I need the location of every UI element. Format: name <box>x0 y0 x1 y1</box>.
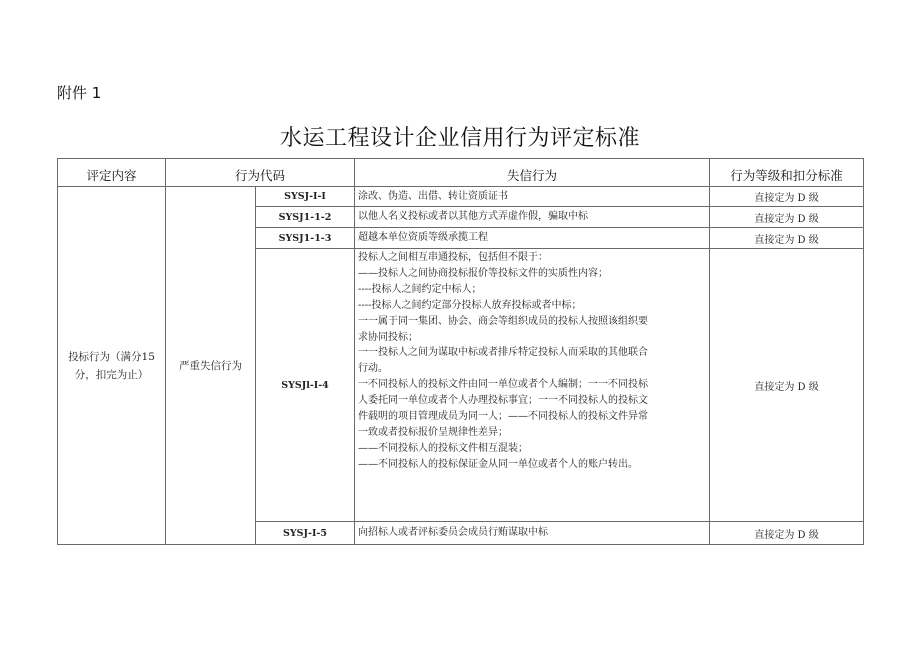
behavior-code: SYSJ1-1-2 <box>256 207 355 228</box>
description-line: 行动。 <box>358 363 389 375</box>
behavior-code: SYSJ1-1-3 <box>256 228 355 249</box>
grade-cell: 直接定为 D 级 <box>710 522 864 545</box>
description-line: 涂改、伪造、出借、转让资质证书 <box>358 190 509 202</box>
column-header-grade: 行为等级和扣分标准 <box>710 159 864 187</box>
description-line: ----投标人之间约定部分投标人放弃投标或者中标； <box>358 299 582 311</box>
description-line: ——不同投标人的投标文件相互混装； <box>358 442 529 454</box>
description-line: ——不同投标人的投标保证金从同一单位或者个人的账户转出。 <box>358 458 639 470</box>
description-line: 一一属于同一集团、协会、商会等组织成员的投标人按照该组织要 <box>358 315 649 327</box>
behavior-code: SYSJ-I-5 <box>256 522 355 545</box>
description-line: 超越本单位资质等级承揽工程 <box>358 232 489 244</box>
description-line: 以他人名义投标或者以其他方式弄虚作假，骗取中标 <box>358 211 589 223</box>
description-line: 人委托同一单位或者个人办理投标事宜；一一不同投标人的投标文 <box>358 395 649 407</box>
grade-cell: 直接定为 D 级 <box>710 187 864 207</box>
behavior-code: SYSJ-I-I <box>256 187 355 207</box>
description-line: 一致或者投标报价呈规律性差异； <box>358 426 509 438</box>
column-header-content: 评定内容 <box>58 159 166 187</box>
behavior-description <box>355 207 710 228</box>
description-line: 向招标人或者评标委员会成员行贿谋取中标 <box>358 527 549 539</box>
grade-cell: 直接定为 D 级 <box>710 228 864 249</box>
column-header-code: 行为代码 <box>166 159 355 187</box>
description-line: 求协同投标； <box>358 331 419 343</box>
page-title: 水运工程设计企业信用行为评定标准 <box>279 126 640 151</box>
table-header-row <box>58 159 864 187</box>
severity-cell: 严重失信行为 <box>166 187 256 545</box>
behavior-description <box>355 228 710 249</box>
description-line: ----投标人之间约定中标人； <box>358 283 482 295</box>
behavior-code: SYSJl-I-4 <box>256 249 355 522</box>
description-line: ——投标人之间协商投标报价等投标文件的实质性内容； <box>358 267 609 279</box>
category-cell: 投标行为（满分15分，扣完为止） <box>58 187 166 545</box>
behavior-description <box>355 249 710 522</box>
description-line: 件载明的项目管理成员为同一人；——不同投标人的投标文件异常 <box>358 411 649 423</box>
description-line: 一不同投标人的投标文件由同一单位或者个人编制；一一不同投标 <box>358 379 649 391</box>
attachment-label: 附件 1 <box>57 84 102 102</box>
behavior-description <box>355 187 710 207</box>
table-row <box>58 187 864 207</box>
grade-cell: 直接定为 D 级 <box>710 249 864 522</box>
description-line: 投标人之间相互串通投标，包括但不限于： <box>358 252 549 263</box>
credit-standards-table <box>57 158 864 545</box>
description-line: 一一投标人之间为谋取中标或者排斥特定投标人而采取的其他联合 <box>358 347 649 359</box>
grade-cell: 直接定为 D 级 <box>710 207 864 228</box>
column-header-behavior: 失信行为 <box>355 159 710 187</box>
behavior-description <box>355 522 710 545</box>
